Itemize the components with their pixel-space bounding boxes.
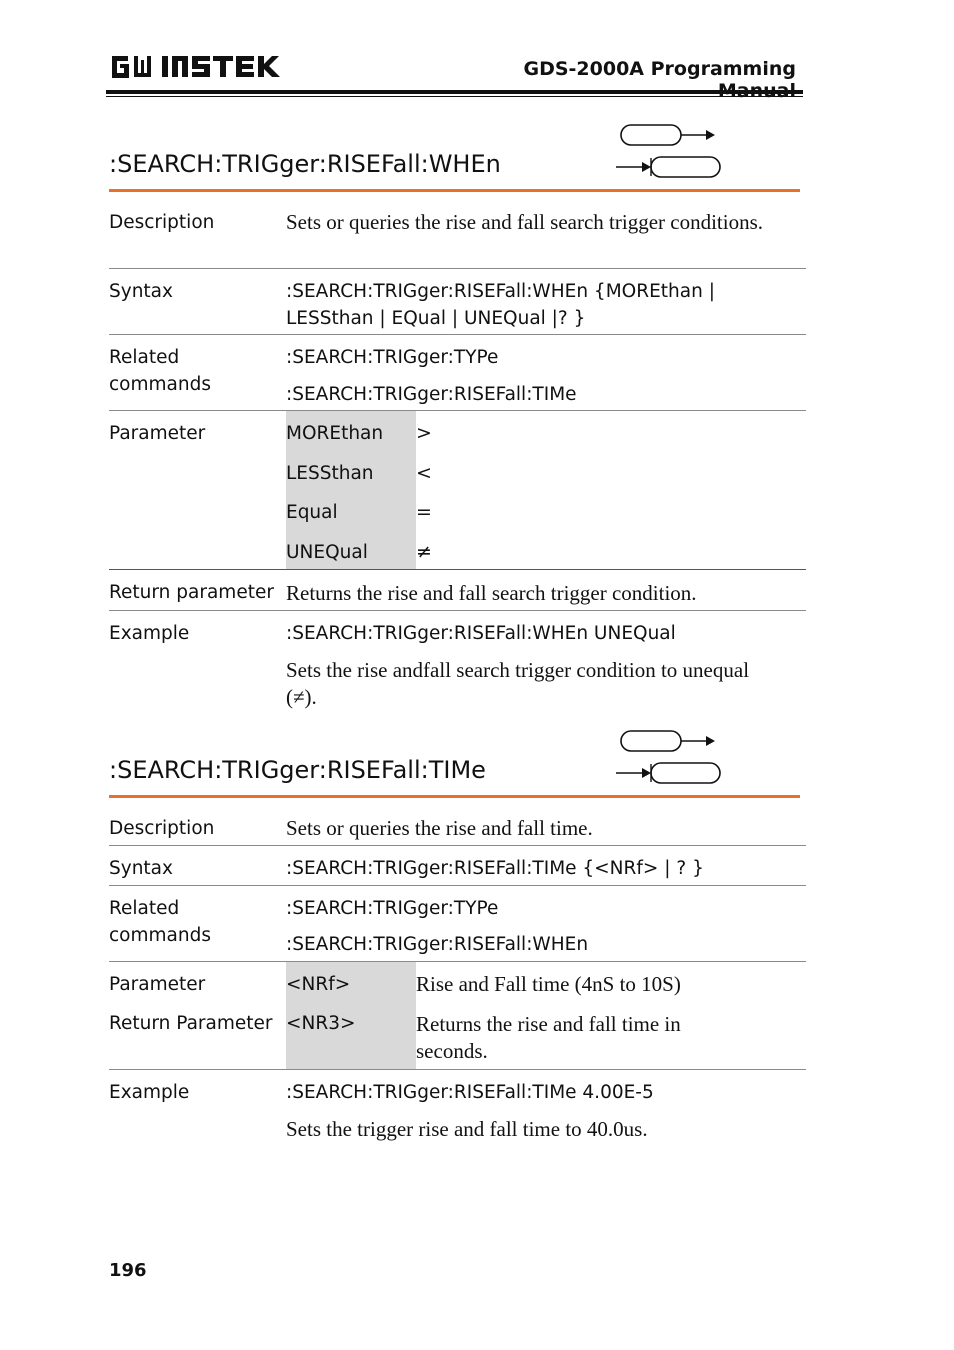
related-command: :SEARCH:TRIGger:RISEFall:WHEn: [286, 934, 589, 955]
row-divider: [109, 885, 806, 886]
example-description: Sets the trigger rise and fall time to 40.0us.: [286, 1117, 648, 1141]
related-command: :SEARCH:TRIGger:TYPe: [286, 898, 499, 919]
return-name: <NR3>: [286, 1013, 356, 1034]
syntax-label: Syntax: [109, 858, 173, 879]
section-title: :SEARCH:TRIGger:RISEFall:WHEn: [109, 150, 501, 178]
related-label: commands: [109, 374, 211, 395]
example-label: Example: [109, 623, 190, 644]
manual-title: GDS-2000A Programming: [523, 58, 796, 80]
related-label: commands: [109, 925, 211, 946]
parameter-name: MOREthan: [286, 423, 384, 444]
return-text: Returns the rise and fall search trigger condition.: [286, 581, 697, 605]
related-command: :SEARCH:TRIGger:TYPe: [286, 347, 499, 368]
section-rule: [109, 795, 800, 798]
query-command-icon: [614, 154, 724, 186]
row-divider: [109, 845, 806, 846]
row-divider: [109, 1069, 806, 1070]
parameter-label: Parameter: [109, 974, 206, 995]
parameter-symbol: <: [416, 462, 432, 484]
syntax-text: :SEARCH:TRIGger:RISEFall:TIMe {<NRf> | ? }: [286, 858, 704, 879]
return-label: Return parameter: [109, 582, 274, 603]
parameter-name: UNEQual: [286, 542, 368, 563]
parameter-symbol: >: [416, 422, 432, 444]
return-description: Returns the rise and fall time in seconds.: [416, 1012, 681, 1063]
parameter-name: <NRf>: [286, 974, 351, 995]
example-command: :SEARCH:TRIGger:RISEFall:TIMe 4.00E-5: [286, 1082, 654, 1103]
logo-graphic: [110, 52, 282, 82]
query-command-icon: [614, 760, 724, 792]
section-rule: [109, 189, 800, 192]
row-divider: [109, 334, 806, 335]
description-label: Description: [109, 818, 215, 839]
row-divider: [109, 410, 806, 411]
return-label: Return Parameter: [109, 1013, 273, 1034]
row-divider: [109, 268, 806, 269]
row-divider: [109, 961, 806, 962]
parameter-label: Parameter: [109, 423, 206, 444]
related-label: Related: [109, 347, 180, 368]
parameter-description: Rise and Fall time (4nS to 10S): [416, 972, 681, 996]
row-divider: [109, 569, 806, 570]
syntax-line-1: :SEARCH:TRIGger:RISEFall:WHEn {MOREthan |: [286, 281, 715, 302]
set-command-icon: [614, 728, 724, 760]
parameter-symbol: =: [416, 501, 432, 523]
related-label: Related: [109, 898, 180, 919]
page-number: 196: [109, 1260, 147, 1281]
syntax-line-2: LESSthan | EQual | UNEQual |? }: [286, 308, 586, 329]
section-title: :SEARCH:TRIGger:RISEFall:TIMe: [109, 756, 486, 784]
example-description: Sets the rise andfall search trigger condition to unequal (≠).: [286, 658, 750, 709]
row-divider: [109, 610, 806, 611]
description-label: Description: [109, 212, 215, 233]
gw-instek-logo: [110, 52, 282, 86]
set-command-icon: [614, 122, 724, 154]
parameter-symbol: ≠: [416, 541, 432, 563]
description-text: Sets or queries the rise and fall time.: [286, 816, 593, 840]
parameter-name: Equal: [286, 502, 338, 523]
syntax-label: Syntax: [109, 281, 173, 302]
example-command: :SEARCH:TRIGger:RISEFall:WHEn UNEQual: [286, 623, 676, 644]
header-rule-thin: [106, 96, 803, 97]
description-text: Sets or queries the rise and fall search trigger conditions.: [286, 210, 764, 234]
related-command: :SEARCH:TRIGger:RISEFall:TIMe: [286, 384, 577, 405]
parameter-name: LESSthan: [286, 463, 374, 484]
example-label: Example: [109, 1082, 190, 1103]
header-rule-thick: [106, 90, 803, 94]
